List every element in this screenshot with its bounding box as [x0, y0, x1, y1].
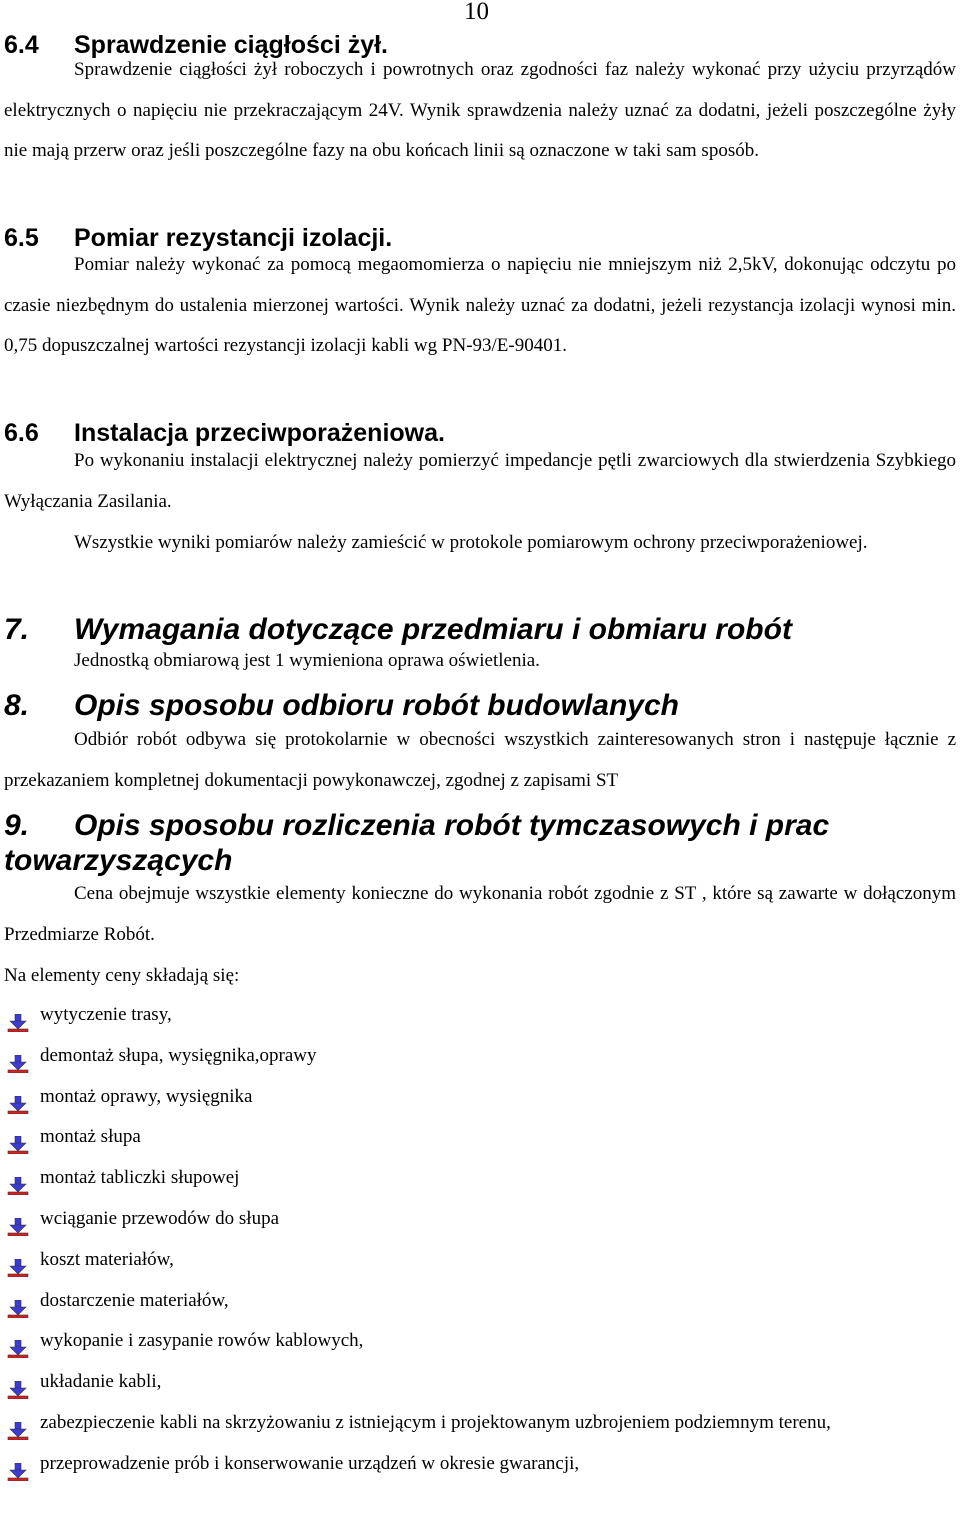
- arrow-down-bullet-icon: [7, 1129, 29, 1147]
- list-item-label: układanie kabli,: [40, 1371, 162, 1393]
- list-item-label: dostarczenie materiałów,: [40, 1289, 229, 1311]
- section-title: Opis sposobu odbioru robót budowlanych: [74, 689, 679, 722]
- arrow-down-bullet-icon: [7, 1048, 29, 1066]
- list-item: [4, 1281, 956, 1322]
- arrow-down-bullet-icon: [7, 1293, 29, 1311]
- page-number: 10: [464, 0, 489, 25]
- section-number: 8.: [4, 689, 30, 722]
- heading-8: [4, 688, 679, 724]
- section-title: Wymagania dotyczące przedmiaru i obmiaru robót: [74, 613, 792, 646]
- section-number: 6.6: [4, 419, 39, 447]
- list-intro: Na elementy ceny składają się:: [4, 965, 240, 986]
- list-item-label: montaż tabliczki słupowej: [40, 1167, 240, 1189]
- paragraph-6-4: [4, 50, 956, 172]
- list-item: [4, 1077, 956, 1118]
- arrow-down-bullet-icon: [7, 1211, 29, 1229]
- list-item-label: wykopanie i zasypanie rowów kablowych,: [40, 1330, 364, 1352]
- list-item-label: montaż oprawy, wysięgnika: [40, 1085, 253, 1107]
- list-item: [4, 1444, 956, 1485]
- price-elements-list: [4, 995, 956, 1485]
- arrow-down-bullet-icon: [7, 1374, 29, 1392]
- list-item: [4, 1240, 956, 1281]
- heading-9-continued: towarzyszących: [4, 844, 233, 877]
- arrow-down-bullet-icon: [7, 1333, 29, 1351]
- list-item: [4, 995, 956, 1036]
- list-item-label: montaż słupa: [40, 1126, 141, 1148]
- list-item-label: wciąganie przewodów do słupa: [40, 1207, 280, 1229]
- list-item-label: koszt materiałów,: [40, 1248, 174, 1270]
- list-item: [4, 1117, 956, 1158]
- list-item-label: przeprowadzenie prób i konserwowanie urządzeń w okresie gwarancji,: [40, 1452, 580, 1474]
- heading-9: [4, 808, 829, 844]
- paragraph-6-5: Pomiar należy wykonać za pomocą megaomomierza o napięciu nie mniejszym niż 2,5kV, dokonując odczytu po czasie niezbędnym do ustalenia mierzonej wartości. Wynik należy uznać za dodatni, jeżeli rezystancja izolacji wynosi min. 0,75 dopuszczalnej wartości rezystancji izolacji kabli wg PN-93/E-90401.: [4, 254, 956, 356]
- paragraph-6-6-b: Wszystkie wyniki pomiarów należy zamieścić w protokole pomiarowym ochrony przeciwporażeniowej.: [74, 532, 868, 553]
- section-title: Sprawdzenie ciągłości żył.: [74, 31, 389, 59]
- arrow-down-bullet-icon: [7, 1252, 29, 1270]
- list-item-label: demontaż słupa, wysięgnika,oprawy: [40, 1044, 317, 1066]
- arrow-down-bullet-icon: [7, 1170, 29, 1188]
- section-number: 6.4: [4, 31, 39, 59]
- list-item: [4, 1321, 956, 1362]
- arrow-down-bullet-icon: [7, 1007, 29, 1025]
- section-title: Opis sposobu rozliczenia robót tymczasowych i prac: [74, 809, 830, 842]
- paragraph-9: Cena obejmuje wszystkie elementy konieczne do wykonania robót zgodnie z ST , które są zawarte w dołączonym Przedmiarze Robót.: [4, 883, 956, 945]
- arrow-down-bullet-icon: [7, 1415, 29, 1433]
- paragraph-8: Odbiór robót odbywa się protokolarnie w obecności wszystkich zainteresowanych stron i następuje łącznie z przekazaniem kompletnej dokumentacji powykonawczej, zgodnej z zapisami ST: [4, 729, 956, 791]
- list-item-label: zabezpieczenie kabli na skrzyżowaniu z istniejącym i projektowanym uzbrojeniem podziemnym terenu,: [40, 1411, 831, 1433]
- list-item: [4, 1199, 956, 1240]
- section-number: 7.: [4, 613, 30, 646]
- section-title: Instalacja przeciwporażeniowa.: [74, 419, 445, 447]
- arrow-down-bullet-icon: [7, 1456, 29, 1474]
- paragraph-6-6-a: Po wykonaniu instalacji elektrycznej należy pomierzyć impedancje pętli zwarciowych dla stwierdzenia Szybkiego Wyłączania Zasilania.: [4, 450, 956, 512]
- arrow-down-bullet-icon: [7, 1089, 29, 1107]
- paragraph-6-4-lead: Sprawdzenie ciągłości żył roboczych i powrotnych oraz zgodności faz należy wykonać przy użyciu przyrządów elektrycznych o napięciu nie przekraczającym 24V.: [4, 59, 956, 121]
- list-item: [4, 1403, 956, 1444]
- list-item-label: wytyczenie trasy,: [40, 1004, 172, 1025]
- list-item: [4, 1362, 956, 1403]
- list-item: [4, 1158, 956, 1199]
- paragraph-6-4-rest: Wynik sprawdzenia należy uznać za dodatni, jeżeli poszczególne żyły nie mają przerw oraz jeśli poszczególne fazy na obu końcach linii są oznaczone w taki sam sposób.: [4, 99, 956, 161]
- list-item: [4, 1036, 956, 1077]
- section-number: 9.: [4, 809, 30, 842]
- section-title: Pomiar rezystancji izolacji.: [74, 224, 393, 252]
- paragraph-7: Jednostką obmiarową jest 1 wymieniona oprawa oświetlenia.: [74, 650, 540, 671]
- heading-7: [4, 612, 792, 648]
- section-number: 6.5: [4, 224, 39, 252]
